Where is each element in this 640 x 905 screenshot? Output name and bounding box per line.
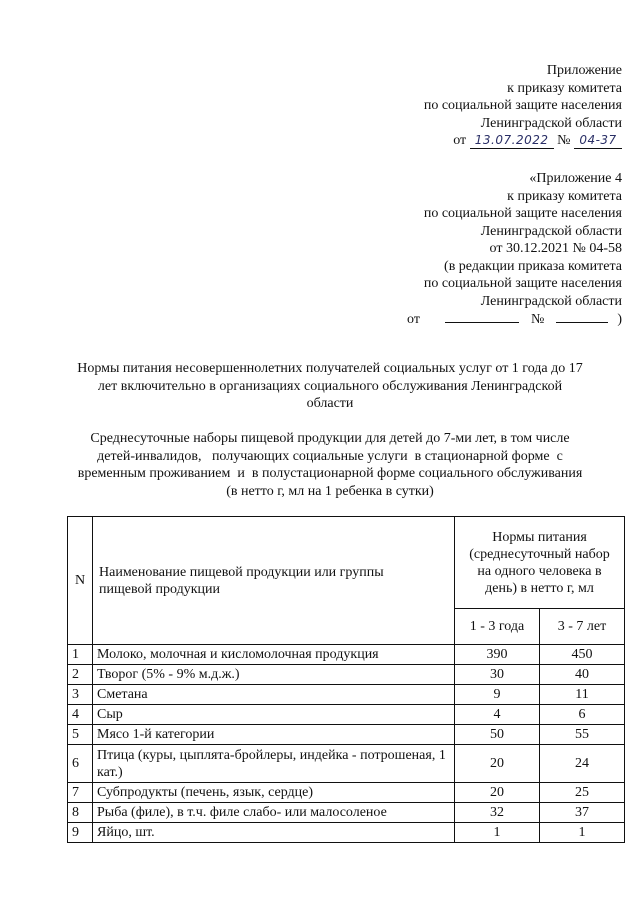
header-line: «Приложение 4 bbox=[529, 171, 622, 186]
table-header-row bbox=[68, 517, 625, 609]
row-num: 5 bbox=[68, 725, 93, 745]
row-value-3-7: 1 bbox=[540, 823, 625, 843]
row-name: Сыр bbox=[93, 705, 455, 725]
header-age-1-3: 1 - 3 года bbox=[455, 609, 540, 645]
row-value-1-3: 32 bbox=[455, 803, 540, 823]
date-blank bbox=[445, 310, 519, 323]
row-num: 2 bbox=[68, 665, 93, 685]
row-value-3-7: 24 bbox=[540, 745, 625, 783]
row-value-1-3: 390 bbox=[455, 645, 540, 665]
order-header bbox=[424, 62, 622, 150]
table-row bbox=[68, 823, 625, 843]
row-value-3-7: 55 bbox=[540, 725, 625, 745]
title-line: Нормы питания несовершеннолетних получателей социальных услуг от 1 года до 17 bbox=[77, 361, 583, 376]
row-value-1-3: 4 bbox=[455, 705, 540, 725]
date-prefix: от bbox=[453, 133, 467, 148]
header-num: N bbox=[68, 517, 93, 645]
row-value-1-3: 20 bbox=[455, 745, 540, 783]
number-blank bbox=[556, 310, 608, 323]
row-num: 6 bbox=[68, 745, 93, 783]
row-name: Сметана bbox=[93, 685, 455, 705]
header-line: (в редакции приказа комитета bbox=[444, 258, 622, 274]
row-num: 3 bbox=[68, 685, 93, 705]
row-value-3-7: 6 bbox=[540, 705, 625, 725]
appendix-header bbox=[407, 170, 622, 329]
row-value-1-3: 1 bbox=[455, 823, 540, 843]
table-row bbox=[68, 725, 625, 745]
header-line: к приказу комитета bbox=[507, 188, 622, 204]
row-name: Птица (куры, цыплята-бройлеры, индейка - потрошеная, 1 кат.) bbox=[93, 745, 455, 783]
table-row bbox=[68, 665, 625, 685]
row-value-3-7: 37 bbox=[540, 803, 625, 823]
table-row bbox=[68, 803, 625, 823]
subtitle-line: временным проживанием и в полустационарной форме социального обслуживания bbox=[77, 466, 583, 481]
row-value-3-7: 40 bbox=[540, 665, 625, 685]
blank-date-line bbox=[407, 310, 622, 329]
table-subtitle bbox=[40, 430, 620, 500]
row-num: 1 bbox=[68, 645, 93, 665]
header-age-3-7: 3 - 7 лет bbox=[540, 609, 625, 645]
closing-paren: ) bbox=[617, 312, 622, 327]
header-line: Ленинградской области bbox=[480, 223, 622, 239]
header-date-line bbox=[424, 132, 622, 150]
header-line: Приложение bbox=[546, 63, 622, 78]
table-row bbox=[68, 745, 625, 783]
nutrition-norms-table bbox=[67, 516, 625, 843]
header-line: от 30.12.2021 № 04-58 bbox=[489, 241, 622, 256]
header-line: по социальной защите населения bbox=[423, 98, 622, 113]
row-name: Субпродукты (печень, язык, сердце) bbox=[93, 783, 455, 803]
row-value-1-3: 9 bbox=[455, 685, 540, 705]
date-prefix: от bbox=[407, 312, 420, 327]
number-sign: № bbox=[530, 312, 545, 327]
table-row bbox=[68, 705, 625, 725]
row-value-1-3: 30 bbox=[455, 665, 540, 685]
row-num: 9 bbox=[68, 823, 93, 843]
row-num: 7 bbox=[68, 783, 93, 803]
header-line: по социальной защите населения bbox=[423, 206, 622, 221]
subtitle-line: детей-инвалидов, получающих социальные услуги в стационарной форме с bbox=[97, 448, 563, 464]
row-name: Творог (5% - 9% м.д.ж.) bbox=[93, 665, 455, 685]
row-name: Мясо 1-й категории bbox=[93, 725, 455, 745]
row-value-3-7: 450 bbox=[540, 645, 625, 665]
header-norm: Нормы питания (среднесуточный набор на одного человека в день) в нетто г, мл bbox=[455, 517, 625, 609]
title-line: области bbox=[306, 396, 354, 411]
row-name: Молоко, молочная и кисломолочная продукция bbox=[93, 645, 455, 665]
row-value-3-7: 25 bbox=[540, 783, 625, 803]
table-row bbox=[68, 645, 625, 665]
row-num: 4 bbox=[68, 705, 93, 725]
row-num: 8 bbox=[68, 803, 93, 823]
handwritten-date: 13.07.2022 bbox=[470, 133, 554, 149]
row-name: Рыба (филе), в т.ч. филе слабо- или малосоленое bbox=[93, 803, 455, 823]
subtitle-line: (в нетто г, мл на 1 ребенка в сутки) bbox=[226, 483, 434, 499]
subtitle-line: Среднесуточные наборы пищевой продукции для детей до 7-ми лет, в том числе bbox=[90, 431, 570, 446]
row-value-3-7: 11 bbox=[540, 685, 625, 705]
table-row bbox=[68, 783, 625, 803]
title-line: лет включительно в организациях социального обслуживания Ленинградской bbox=[97, 378, 563, 394]
document-title bbox=[40, 360, 620, 413]
header-line: к приказу комитета bbox=[507, 80, 622, 96]
header-line: Ленинградской области bbox=[480, 293, 622, 309]
header-line: по социальной защите населения bbox=[423, 276, 622, 291]
row-name: Яйцо, шт. bbox=[93, 823, 455, 843]
row-value-1-3: 20 bbox=[455, 783, 540, 803]
number-sign: № bbox=[557, 133, 571, 148]
row-value-1-3: 50 bbox=[455, 725, 540, 745]
header-line: Ленинградской области bbox=[480, 115, 622, 131]
handwritten-number: 04-37 bbox=[574, 133, 622, 149]
header-name: Наименование пищевой продукции или группы пищевой продукции bbox=[93, 517, 455, 645]
table-row bbox=[68, 685, 625, 705]
